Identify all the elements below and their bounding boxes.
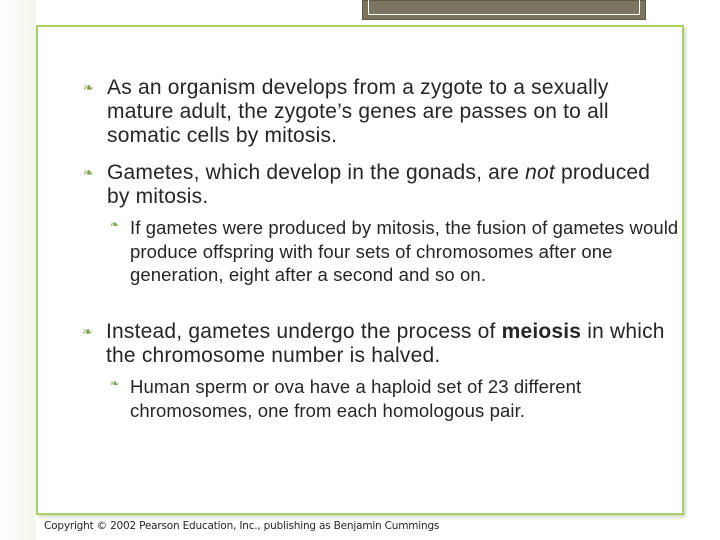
sub-bullet-text: Human sperm or ova have a haploid set of 23 different chromosomes, one from each homologous pair. [130,376,582,421]
copyright-footer: Copyright © 2002 Pearson Education, Inc., publishing as Benjamin Cummings [44,520,440,532]
bullet-text-pre: Instead, gametes undergo the process of [106,320,502,343]
leaf-bullet-icon: ❧ [83,80,95,95]
sub-bullet-text: If gametes were produced by mitosis, the fusion of gametes would produce offspring with four sets of chromosomes after one generation, eight after a second and so on. [130,217,679,285]
leaf-bullet-icon: ❧ [110,219,120,231]
bullet-meiosis [82,320,676,368]
bullet-gametes [83,161,677,209]
leaf-bullet-icon: ❧ [83,165,95,180]
sub-bullet-mitosis [110,216,680,287]
bullet-text-post: produced by mitosis. [107,161,651,208]
emphasis-not: not [525,161,555,184]
leaf-bullet-icon: ❧ [82,324,94,339]
sub-bullet-haploid [110,375,680,422]
bullet-text-post: in which the chromosome number is halved. [106,320,665,367]
bullet-text-pre: Gametes, which develop in the gonads, are [107,161,526,184]
leaf-bullet-icon: ❧ [110,378,120,390]
bullet-zygote [83,76,677,148]
term-meiosis: meiosis [501,320,582,343]
bullet-text: As an organism develops from a zygote to a sexually mature adult, the zygote’s genes are passes on to all somatic cells by mitosis. [107,76,609,147]
